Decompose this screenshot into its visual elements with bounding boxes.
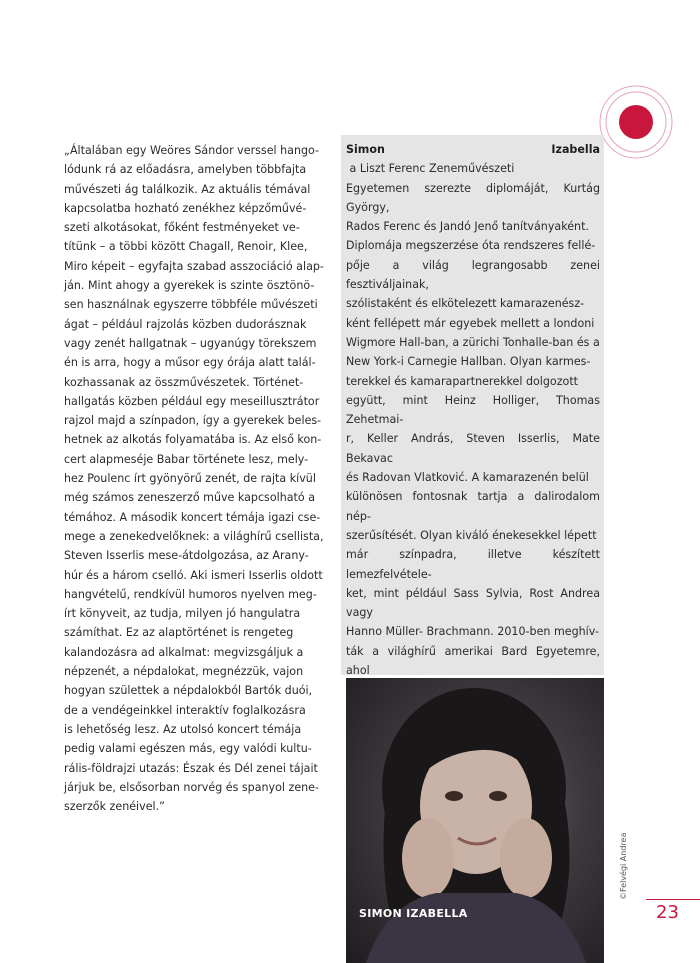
quote-line: témához. A második koncert témája igazi cse- — [64, 510, 321, 524]
quote-line: kozhassanak az összművészetek. Történet- — [64, 375, 304, 389]
quote-line: de a vendégeinkkel interaktív foglalkozásra — [64, 703, 306, 717]
bio-line: Diplomája megszerzése óta rendszeres fellé- — [346, 239, 596, 253]
quote-line: ágat – például rajzolás közben dudorásznak — [64, 317, 307, 331]
quote-line: hez Poulenc írt gyönyörű zenét, de rajta kívül — [64, 472, 316, 486]
photo-credit: ©Felvégi Andrea — [619, 832, 628, 900]
quote-line: rajzol majd a színpadon, így a gyerekek beles- — [64, 414, 322, 428]
quote-line: rális-földrajzi utazás: Észak és Dél zenei tájait — [64, 761, 318, 775]
quote-line: hetnek az alkotás folyamatába is. Az első kon- — [64, 433, 322, 447]
quote-line: hangvételű, rendkívül humoros nyelven meg- — [64, 587, 317, 601]
quote-line: népzenét, a népdalokat, megnézzük, vajon — [64, 665, 304, 679]
quote-line: kapcsolatba hozható zenékhez képzőművé- — [64, 201, 307, 215]
quote-line: ján. Mint ahogy a gyerekek is szinte ösztönö- — [64, 279, 315, 293]
quote-line: lódunk rá az előadásra, amelyben többfajta — [64, 163, 307, 177]
quote-line: járjuk be, elsősorban norvég és spanyol zene- — [64, 780, 320, 794]
bio-line: Hanno Müller- Brachmann. 2010-ben meghív- — [346, 625, 600, 639]
quote-line: Miro képeit – egyfajta szabad asszociáció alap- — [64, 259, 324, 273]
quote-line: én is arra, hogy a műsor egy órája alatt talál- — [64, 356, 316, 370]
bio-line: együtt, mint Heinz Holliger, Thomas Zehetmai- — [346, 393, 600, 427]
bio-line: Egyetemen szerezte diplomáját, Kurtág György, — [346, 181, 600, 214]
bio-line — [346, 140, 600, 179]
quote-line: is lehetőség lesz. Az utolsó koncert témája — [64, 722, 302, 736]
quote-line: hogyan születtek a népdalokból Bartók duói, — [64, 684, 313, 698]
quote-line: hallgatás közben például egy meseillusztrátor — [64, 394, 320, 408]
quote-line: vagy zenét hallgatnak – ugyanúgy törekszem — [64, 336, 317, 350]
quote-line: kalandozásra ad alkalmat: megvizsgáljuk a — [64, 645, 304, 659]
quote-line: Steven Isserlis mese-átdolgozása, az Arany- — [64, 549, 309, 563]
bio-line: terekkel és kamarapartnerekkel dolgozott — [346, 374, 579, 388]
quote-line: írt könyveit, az tudja, milyen jó hangulatra — [64, 607, 301, 621]
quote-line: títünk – a többi között Chagall, Renoir, Klee, — [64, 240, 308, 254]
quote-line: cert alapmeséje Babar története lesz, mely- — [64, 452, 309, 466]
decorative-circles — [596, 62, 700, 166]
photo-caption: SIMON IZABELLA — [359, 907, 468, 920]
artist-name: Simon Izabella — [346, 143, 600, 156]
quote-line: művészeti ág találkozik. Az aktuális témával — [64, 182, 311, 196]
bio-line: ták a világhírű amerikai Bard Egyetemre, ahol — [346, 644, 600, 678]
bio-line: New York-i Carnegie Hallban. Olyan karmes- — [346, 355, 591, 369]
quote-line: húr és a három cselló. Aki ismeri Isserlis oldott — [64, 568, 323, 582]
bio-line: pője a világ legrangosabb zenei fesztiváljainak, — [346, 258, 600, 292]
quote-line: számíthat. Ez az alaptörténet is rengeteg — [64, 626, 294, 640]
portrait-photo — [346, 678, 604, 963]
quote-line: „Általában egy Weöres Sándor verssel hango- — [64, 144, 320, 157]
bio-line: ként fellépett már egyebek mellett a londoni — [346, 316, 595, 330]
bio-line: Wigmore Hall-ban, a zürichi Tonhalle-ban és a — [346, 335, 600, 349]
page-number-rule — [646, 899, 700, 900]
quote-line: pedig valami egészen más, egy valódi kultu- — [64, 742, 312, 756]
bio-line: különösen fontosnak tartja a dalirodalom nép- — [346, 490, 600, 523]
bio-line: és Radovan Vlatković. A kamarazenén belül — [346, 471, 589, 485]
bio-line: Rados Ferenc és Jandó Jenő tanítványaként. — [346, 220, 589, 234]
bio-line: r, Keller András, Steven Isserlis, Mate Bekavac — [346, 432, 600, 465]
quote-line: még számos zeneszerző műve kapcsolható a — [64, 491, 315, 505]
bio-line: ket, mint például Sass Sylvia, Rost Andrea vagy — [346, 586, 600, 620]
page-number: 23 — [656, 902, 679, 923]
portrait-illustration — [346, 678, 604, 963]
bio-line: már színpadra, illetve készített lemezfelvétele- — [346, 548, 600, 581]
bio-line: szólistaként és elkötelezett kamarazenész- — [346, 297, 585, 311]
quote-line: mege a zenekedvelőknek: a világhírű csellista, — [64, 529, 324, 543]
bio-line-text: a Liszt Ferenc Zeneművészeti — [346, 162, 515, 176]
quote-column — [64, 141, 326, 816]
quote-line: szeti alkotásokat, főként festményeket ve- — [64, 221, 300, 235]
quote-line: szerzők zenéivel.” — [64, 800, 165, 814]
quote-line: sen használnak egyszerre többféle művészeti — [64, 298, 318, 312]
bio-line: szerűsítését. Olyan kiváló énekesekkel lépett — [346, 528, 597, 542]
